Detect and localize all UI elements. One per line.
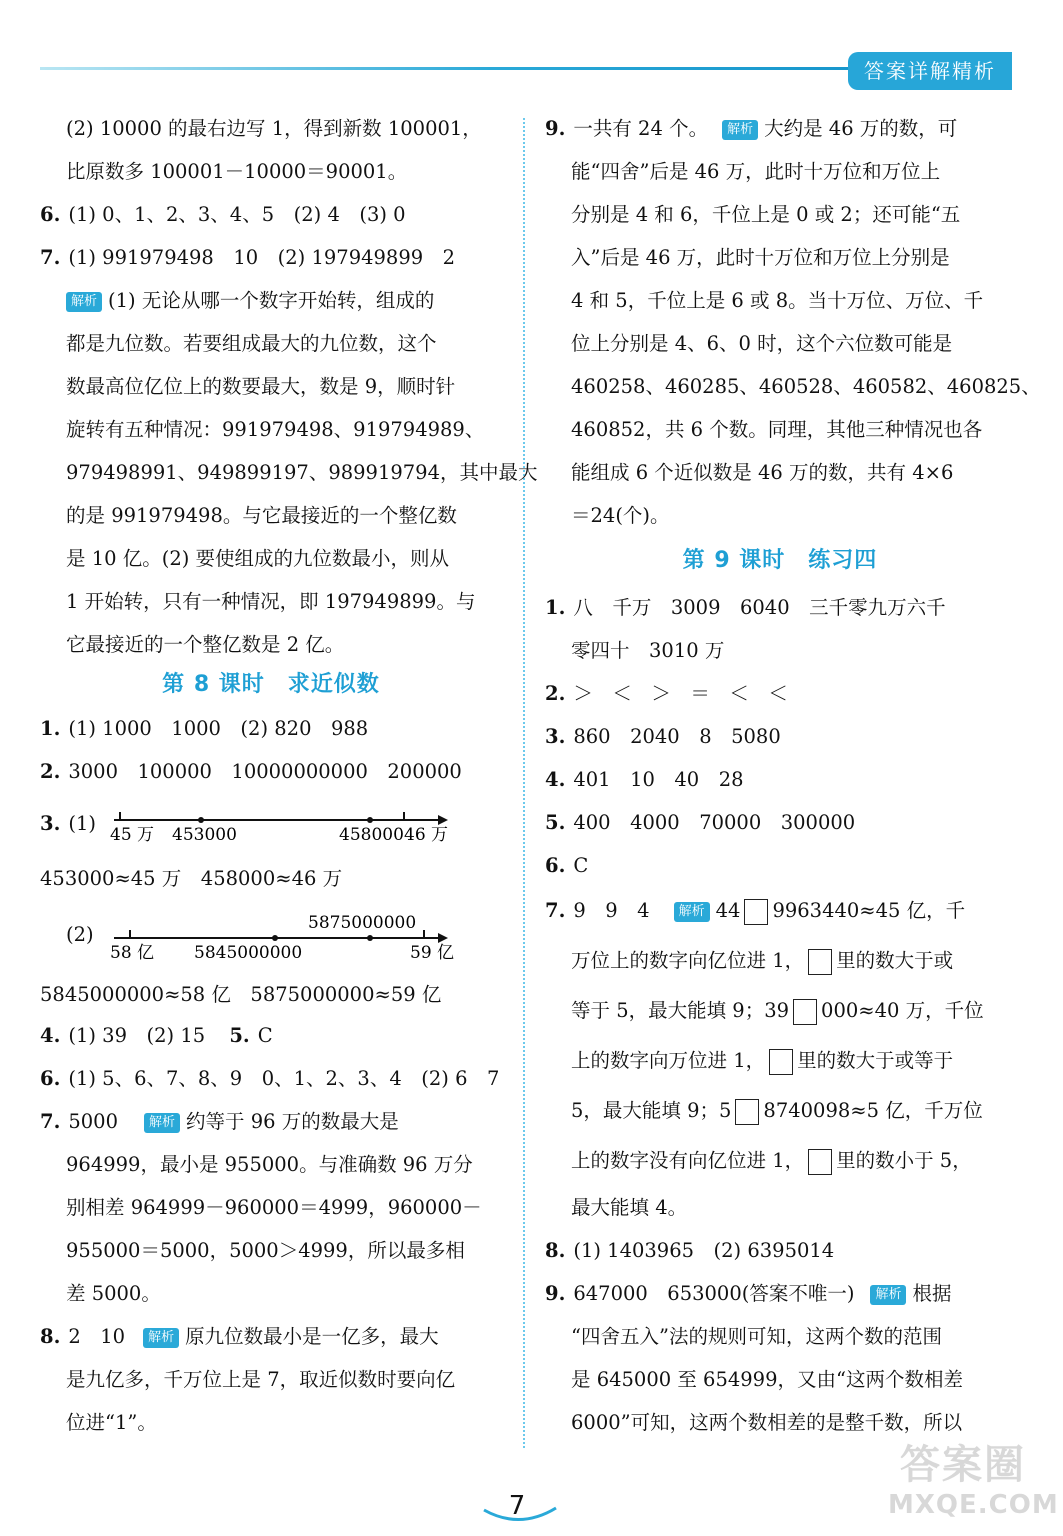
analysis-text: (1) 无论从哪一个数字开始转，组成的 <box>108 289 435 312</box>
s9-question-9 <box>545 1273 1015 1315</box>
answer-text: C <box>257 1024 273 1047</box>
analysis-line: 的是 991979498。与它最接近的一个整亿数 <box>66 504 457 527</box>
question-number: 7. <box>545 899 566 922</box>
analysis-badge: 解析 <box>722 120 758 140</box>
watermark-text: 答案圈 <box>900 1442 1026 1488</box>
analysis-text: 等于 5，最大能填 9；39 <box>571 999 790 1022</box>
s9-question-2 <box>545 673 1015 715</box>
analysis-line <box>571 1140 1015 1182</box>
question-number: 5. <box>229 1024 250 1047</box>
label-end: 46 万 <box>404 825 449 845</box>
analysis-badge: 解析 <box>144 1113 180 1133</box>
answer-text: (1) 1000 1000 (2) 820 988 <box>68 717 369 740</box>
answer-text: (1) 1403965 (2) 6395014 <box>573 1239 835 1262</box>
header-tab: 答案详解精析 <box>848 52 1012 90</box>
arrow-head <box>438 933 448 943</box>
analysis-line: 它最接近的一个整亿数是 2 亿。 <box>66 633 345 656</box>
analysis-line: 是九亿多，千万位上是 7，取近似数时要向亿 <box>66 1368 456 1391</box>
analysis-line: 4 和 5，千位上是 6 或 8。当十万位、万位、千 <box>571 289 984 312</box>
analysis-badge: 解析 <box>870 1285 906 1305</box>
s8-question-1 <box>40 708 502 750</box>
answer-text: C <box>573 854 589 877</box>
section-title-8: 第 8 课时 求近似数 <box>162 672 380 697</box>
page-number: 7 <box>508 1491 526 1521</box>
question-number: 3. <box>545 725 566 748</box>
answer-text: 3000 100000 10000000000 200000 <box>68 760 462 783</box>
analysis-text: 约等于 96 万的数最大是 <box>186 1110 399 1133</box>
point-453000 <box>198 817 204 823</box>
question-number: 2. <box>545 682 566 705</box>
answer-text: (1) 0、1、2、3、4、5 (2) 4 (3) 0 <box>68 203 406 226</box>
number-line-1 <box>104 800 474 850</box>
analysis-line: 1 开始转，只有一种情况，即 197949899。与 <box>66 590 476 613</box>
blank-box <box>744 899 768 925</box>
question-number: 3. <box>40 812 61 835</box>
s8-question-2 <box>40 751 502 793</box>
blank-box <box>808 949 832 975</box>
question-number: 6. <box>40 1067 61 1090</box>
s9-question-7 <box>545 890 1015 932</box>
analysis-badge: 解析 <box>66 292 102 312</box>
page-swoosh-icon <box>480 1504 560 1526</box>
analysis-line: 能“四舍”后是 46 万，此时十万位和万位上 <box>571 160 941 183</box>
analysis-text: 万位上的数字向亿位进 1， <box>571 949 805 972</box>
analysis-line: 数最高位亿位上的数要最大，数是 9，顺时针 <box>66 375 456 398</box>
analysis-text: 里的数小于 5， <box>836 1149 972 1172</box>
arrow-head <box>438 815 448 825</box>
analysis-line: 旋转有五种情况：991979498、919794989、 <box>66 418 485 441</box>
question-number: 4. <box>40 1024 61 1047</box>
s9-question-5 <box>545 802 1015 844</box>
answer-text: 一共有 24 个。 <box>573 117 709 140</box>
analysis-line: 差 5000。 <box>66 1282 161 1305</box>
part-label: (1) <box>68 812 96 835</box>
analysis-line: 位上分别是 4、6、0 时，这个六位数可能是 <box>571 332 953 355</box>
question-number: 6. <box>545 854 566 877</box>
number-line-2 <box>104 908 474 968</box>
answer-text: 八 千万 3009 6040 三千零九万六千 <box>573 596 946 619</box>
analysis-text: 9963440≈45 亿，千 <box>772 899 966 922</box>
blank-box <box>793 999 817 1025</box>
answer-line: 零四十 3010 万 <box>571 639 725 662</box>
analysis-text: 根据 <box>912 1282 952 1305</box>
analysis-line: 最大能填 4。 <box>571 1196 688 1219</box>
question-number: 5. <box>545 811 566 834</box>
s9-question-1 <box>545 587 1015 629</box>
analysis-line <box>66 280 502 322</box>
watermark-url: MXQE.COM <box>888 1490 1059 1520</box>
question-number: 4. <box>545 768 566 791</box>
label-5875000000: 5875000000 <box>308 913 417 933</box>
label-start: 58 亿 <box>110 943 155 963</box>
question-number: 1. <box>40 717 61 740</box>
blank-box <box>735 1099 759 1125</box>
analysis-badge: 解析 <box>143 1328 179 1348</box>
answer-text: (1) 39 (2) 15 <box>68 1024 206 1047</box>
blank-box <box>769 1049 793 1075</box>
point-5845000000 <box>272 935 278 941</box>
question-number: 7. <box>40 1110 61 1133</box>
question-number: 6. <box>40 203 61 226</box>
s8-q3-result-1: 453000≈45 万 458000≈46 万 <box>40 867 343 890</box>
analysis-text: 原九位数最小是一亿多，最大 <box>185 1325 439 1348</box>
answer-text: (1) 991979498 10 (2) 197949899 2 <box>68 246 456 269</box>
s9-question-8 <box>545 1230 1015 1272</box>
answer-text: 860 2040 8 5080 <box>573 725 781 748</box>
s9-question-6 <box>545 845 1015 887</box>
analysis-line: 都是九位数。若要组成最大的九位数，这个 <box>66 332 437 355</box>
s9-question-4 <box>545 759 1015 801</box>
blank-box <box>808 1149 832 1175</box>
analysis-text: 大约是 46 万的数，可 <box>764 117 958 140</box>
analysis-text: 5，最大能填 9；5 <box>571 1099 732 1122</box>
analysis-line: 460852，共 6 个数。同理，其他三种情况也各 <box>571 418 983 441</box>
label-5845000000: 5845000000 <box>194 943 303 963</box>
analysis-text: 44 <box>715 899 741 922</box>
point-5875000000 <box>367 935 373 941</box>
analysis-line: 能组成 6 个近似数是 46 万的数，共有 4×6 <box>571 461 954 484</box>
question-9 <box>545 108 1015 150</box>
question-number: 1. <box>545 596 566 619</box>
answer-text: 2 10 <box>68 1325 126 1348</box>
s8-question-7 <box>40 1101 502 1143</box>
analysis-text: 000≈40 万，千位 <box>821 999 984 1022</box>
question-number: 8. <box>545 1239 566 1262</box>
s8-q3-result-2: 5845000000≈58 亿 5875000000≈59 亿 <box>40 983 442 1006</box>
analysis-line: ＝24(个)。 <box>571 504 670 527</box>
answer-line: (2) 10000 的最右边写 1，得到新数 100001， <box>66 117 482 140</box>
analysis-text: 里的数大于或等于 <box>797 1049 954 1072</box>
question-6 <box>40 194 502 236</box>
label-end: 59 亿 <box>410 943 455 963</box>
question-7 <box>40 237 502 279</box>
analysis-text: 8740098≈5 亿，千万位 <box>763 1099 983 1122</box>
analysis-line: 是 10 亿。(2) 要使组成的九位数最小，则从 <box>66 547 450 570</box>
question-number: 7. <box>40 246 61 269</box>
answer-text: (1) 5、6、7、8、9 0、1、2、3、4 (2) 6 7 <box>68 1067 500 1090</box>
analysis-line: 是 645000 至 654999，又由“这两个数相差 <box>571 1368 963 1391</box>
s8-question-8 <box>40 1316 502 1358</box>
question-number: 8. <box>40 1325 61 1348</box>
s8-question-4-5 <box>40 1015 502 1057</box>
analysis-line: 位进“1”。 <box>66 1411 157 1434</box>
label-start: 45 万 <box>110 825 155 845</box>
answer-text: 647000 653000(答案不唯一) <box>573 1282 855 1305</box>
question-number: 9. <box>545 117 566 140</box>
part-label: (2) <box>66 923 94 946</box>
header-rule <box>40 67 860 70</box>
analysis-line: 分别是 4 和 6，千位上是 0 或 2；还可能“五 <box>571 203 961 226</box>
analysis-line <box>571 1040 1015 1082</box>
analysis-line: 6000”可知，这两个数相差的是整千数，所以 <box>571 1411 963 1434</box>
analysis-text: 上的数字没有向亿位进 1， <box>571 1149 805 1172</box>
answer-line: 比原数多 100001－10000＝90001。 <box>66 160 408 183</box>
column-divider <box>523 118 525 1448</box>
analysis-line: 979498991、949899197、989919794，其中最大 <box>66 461 538 484</box>
point-458000 <box>367 817 373 823</box>
analysis-line: 别相差 964999－960000＝4999，960000－ <box>66 1196 482 1219</box>
analysis-text: 里的数大于或 <box>836 949 954 972</box>
analysis-line: 964999，最小是 955000。与准确数 96 万分 <box>66 1153 473 1176</box>
answer-text: 5000 <box>68 1110 118 1133</box>
label-453000: 453000 <box>172 825 237 845</box>
answer-text: 400 4000 70000 300000 <box>573 811 856 834</box>
analysis-line <box>571 1090 1015 1132</box>
analysis-text: 上的数字向万位进 1， <box>571 1049 766 1072</box>
answer-text: 9 9 4 <box>573 899 650 922</box>
question-number: 9. <box>545 1282 566 1305</box>
analysis-line: 955000＝5000，5000＞4999，所以最多相 <box>66 1239 465 1262</box>
s9-question-3 <box>545 716 1015 758</box>
answer-text: 401 10 40 28 <box>573 768 744 791</box>
analysis-line: 入”后是 46 万，此时十万位和万位上分别是 <box>571 246 950 269</box>
watermark-logo <box>888 1440 1059 1530</box>
answer-text: ＞ ＜ ＞ ＝ ＜ ＜ <box>573 682 788 705</box>
analysis-line <box>571 940 1015 982</box>
analysis-line: “四舍五入”法的规则可知，这两个数的范围 <box>571 1325 942 1348</box>
s8-question-6 <box>40 1058 502 1100</box>
analysis-badge: 解析 <box>674 902 710 922</box>
section-title-9: 第 9 课时 练习四 <box>682 548 878 573</box>
label-458000: 458000 <box>339 825 404 845</box>
analysis-line <box>571 990 1015 1032</box>
question-number: 2. <box>40 760 61 783</box>
analysis-line: 460258、460285、460528、460582、460825、 <box>571 375 1041 398</box>
